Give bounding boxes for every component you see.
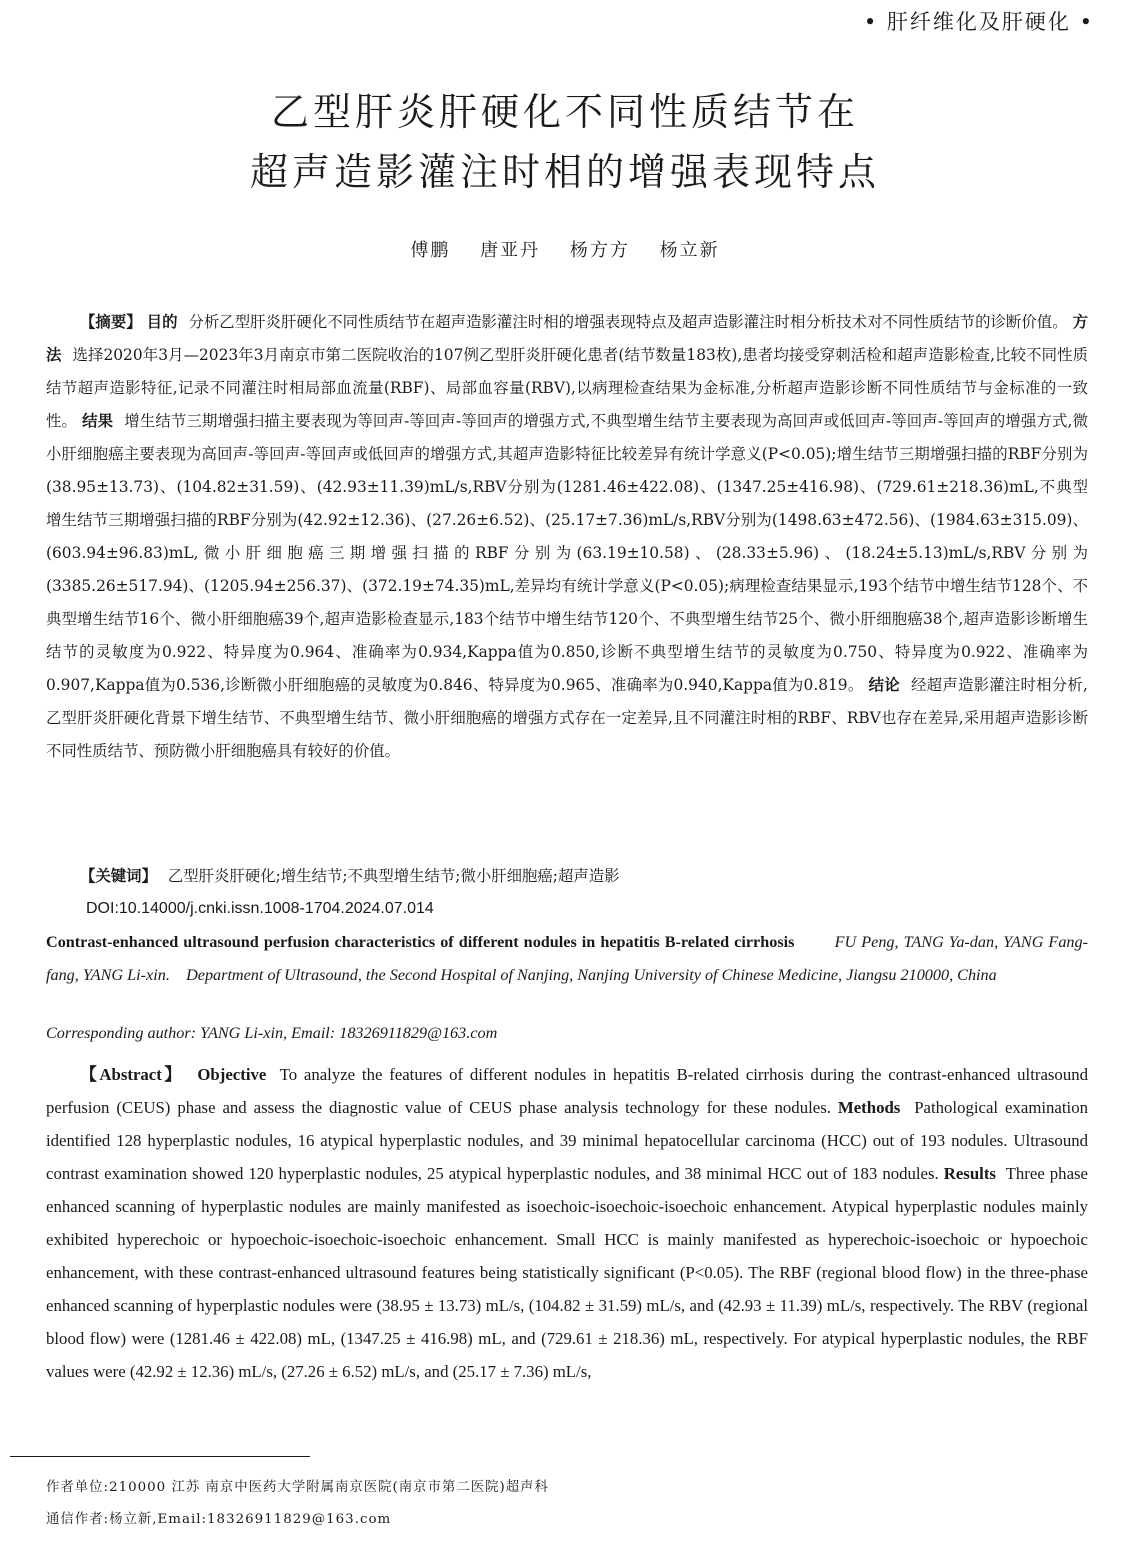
footnote-divider: [10, 1456, 310, 1457]
english-objective-label: Objective: [197, 1065, 267, 1084]
author-name: 唐亚丹: [480, 240, 541, 261]
objective-label: 目的: [146, 313, 178, 331]
author-list: [0, 236, 1130, 262]
english-abstract-label: 【Abstract】: [80, 1065, 184, 1084]
english-title-block: [46, 926, 1088, 992]
english-abstract: [46, 1058, 1088, 1388]
english-methods-text: Pathological examination identified 128 hyperplastic nodules, 16 atypical hyperplastic nodules, and 39 minimal hepatocellular carcinoma (HCC) out of 193 nodules. Ultrasound contrast examination showed 120 hyperplastic nodules, 25 atypical hyperplastic nodules, and 38 minimal HCC out of 183 nodules.: [46, 1098, 1088, 1183]
english-results-label: Results: [943, 1164, 996, 1183]
results-label: 结果: [82, 412, 114, 430]
keywords-label: 【关键词】: [80, 867, 157, 885]
title-line-2: 超声造影灌注时相的增强表现特点: [249, 150, 880, 194]
results-text: 增生结节三期增强扫描主要表现为等回声-等回声-等回声的增强方式,不典型增生结节主要表现为高回声或低回声-等回声-等回声的增强方式,微小肝细胞癌主要表现为高回声-等回声-等回声或低回声的增强方式,其超声造影特征比较差异有统计学意义(P<0.05);增生结节三期增强扫描的RBF分别为(38.95±13.73)、(104.82±31.59)、(42.93±11.39)mL/s,RBV分别为(1281.46±422.08)、(1347.25±416.98)、(729.61±218.36)mL,不典型增生结节三期增强扫描的RBF分别为(42.92±12.36)、(27.26±6.52)、(25.17±7.36)mL/s,RBV分别为(1498.63±472.56)、(1984.63±315.09)、(603.94±96.83)mL,微小肝细胞癌三期增强扫描的RBF分别为(63.19±10.58)、(28.33±5.96)、(18.24±5.13)mL/s,RBV分别为(3385.26±517.94)、(1205.94±256.37)、(372.19±74.35)mL,差异均有统计学意义(P<0.05);病理检查结果显示,193个结节中增生结节128个、不典型增生结节16个、微小肝细胞癌39个,超声造影检查显示,183个结节中增生结节120个、不典型增生结节25个、微小肝细胞癌38个,超声造影诊断增生结节的灵敏度为0.922、特异度为0.964、准确率为0.934,Kappa值为0.850,诊断不典型增生结节的灵敏度为0.750、特异度为0.922、准确率为0.907,Kappa值为0.536,诊断微小肝细胞癌的灵敏度为0.846、特异度为0.965、准确率为0.940,Kappa值为0.819。: [46, 412, 1088, 694]
title-line-1: 乙型肝炎肝硬化不同性质结节在: [270, 90, 859, 134]
conclusion-text: 经超声造影灌注时相分析,乙型肝炎肝硬化背景下增生结节、不典型增生结节、微小肝细胞癌的增强方式存在一定差异,且不同灌注时相的RBF、RBV也存在差异,采用超声造影诊断不同性质结节、预防微小肝细胞癌具有较好的价值。: [46, 676, 1088, 760]
abstract-label: 【摘要】: [80, 313, 142, 331]
objective-text: 分析乙型肝炎肝硬化不同性质结节在超声造影灌注时相的增强表现特点及超声造影灌注时相分析技术对不同性质结节的诊断价值。: [188, 313, 1068, 331]
conclusion-label: 结论: [868, 676, 900, 694]
methods-text: 选择2020年3月—2023年3月南京市第二医院收治的107例乙型肝炎肝硬化患者(结节数量183枚),患者均接受穿刺活检和超声造影检查,比较不同性质结节超声造影特征,记录不同灌注时相局部血流量(RBF)、局部血容量(RBV),以病理检查结果为金标准,分析超声造影诊断不同性质结节与金标准的一致性。: [46, 346, 1088, 430]
english-objective-text: To analyze the features of different nodules in hepatitis B-related cirrhosis during the contrast-enhanced ultrasound perfusion (CEUS) phase and assess the diagnostic value of CEUS phase analysis technology for these nodules.: [46, 1065, 1088, 1117]
author-name: 傅鹏: [410, 240, 451, 261]
english-authors: FU Peng, TANG Ya-dan, YANG Fang-fang, YANG Li-xin.: [46, 933, 1088, 984]
methods-label: 方法: [46, 313, 1088, 364]
english-title: Contrast-enhanced ultrasound perfusion characteristics of different nodules in hepatitis B-related cirrhosis: [46, 933, 795, 951]
doi: DOI:10.14000/j.cnki.issn.1008-1704.2024.07.014: [86, 900, 434, 917]
english-results-text: Three phase enhanced scanning of hyperplastic nodules are mainly manifested as isoechoic-isoechoic-isoechoic enhancement. Atypical hyperplastic nodules mainly exhibited hyperechoic or hypoechoic-isoechoic-isoechoic enhancement. Small HCC is mainly manifested as hyperechoic-isoechoic or hypoechoic enhancement, with these contrast-enhanced ultrasound features being statistically significant (P<0.05). The RBF (regional blood flow) in the three-phase enhanced scanning of hyperplastic nodules were (38.95 ± 13.73) mL/s, (104.82 ± 31.59) mL/s, and (42.93 ± 11.39) mL/s, respectively. The RBV (regional blood flow) were (1281.46 ± 422.08) mL, (1347.25 ± 416.98) mL, and (729.61 ± 218.36) mL, respectively. For atypical hyperplastic nodules, the RBF values were (42.92 ± 12.36) mL/s, (27.26 ± 6.52) mL/s, and (25.17 ± 7.36) mL/s,: [46, 1164, 1088, 1381]
keywords-text: 乙型肝炎肝硬化;增生结节;不典型增生结节;微小肝细胞癌;超声造影: [167, 867, 620, 885]
english-methods-label: Methods: [837, 1098, 901, 1117]
author-name: 杨立新: [659, 240, 720, 261]
footnote-affiliation: 作者单位:210000 江苏 南京中医药大学附属南京医院(南京市第二医院)超声科: [46, 1480, 549, 1495]
article-title: [0, 82, 1130, 202]
keywords: [80, 864, 1088, 888]
author-name: 杨方方: [569, 240, 630, 261]
footnote-corresponding: 通信作者:杨立新,Email:18326911829@163.com: [46, 1512, 392, 1527]
english-corresponding-author: Corresponding author: YANG Li-xin, Email: 18326911829@163.com: [46, 1024, 498, 1042]
journal-section-header: • 肝纤维化及肝硬化 •: [863, 10, 1094, 34]
english-affiliation: Department of Ultrasound, the Second Hospital of Nanjing, Nanjing University of Chinese Medicine, Jiangsu 210000, China: [186, 966, 997, 984]
chinese-abstract: [46, 306, 1088, 768]
